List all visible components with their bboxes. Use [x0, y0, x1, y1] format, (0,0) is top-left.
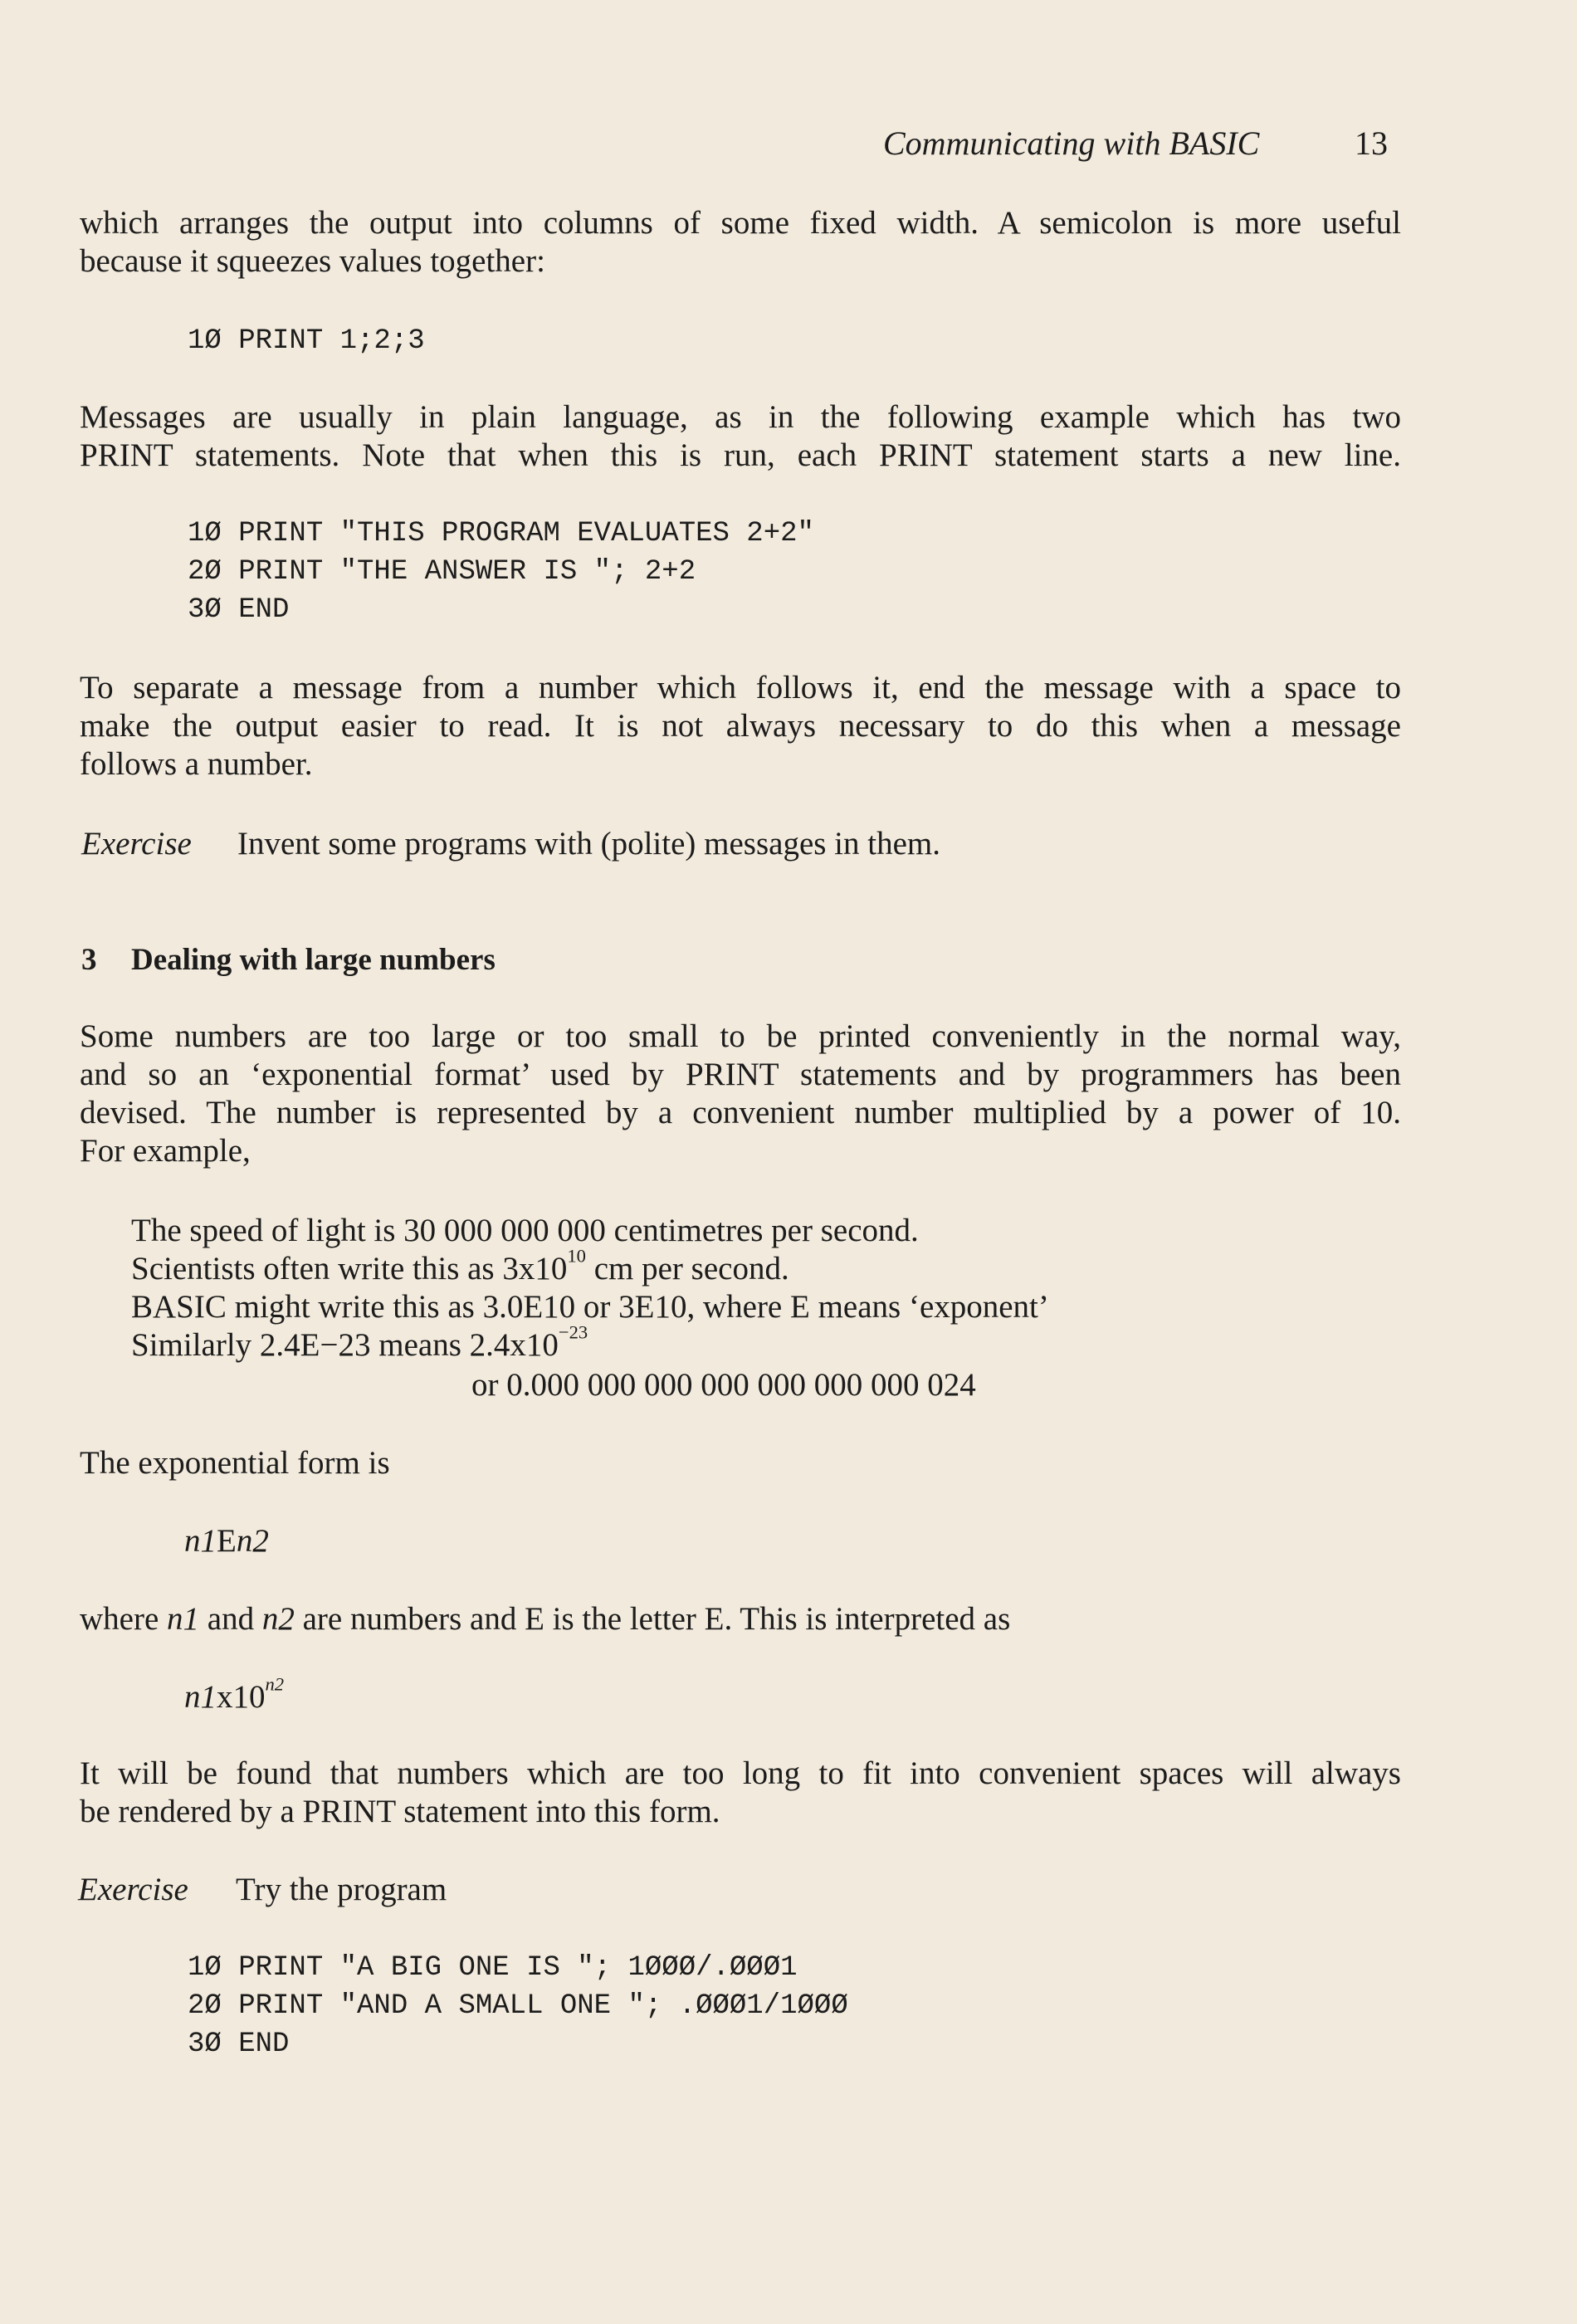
- paragraph-line: PRINT statements. Note that when this is run, each PRINT statement starts a new line.: [80, 437, 1401, 473]
- paragraph-line: which arranges the output into columns of some fixed width. A semicolon is more useful: [80, 205, 1401, 241]
- superscript: n2: [265, 1673, 285, 1695]
- paragraph-line: Some numbers are too large or too small to be printed conveniently in the normal way,: [80, 1018, 1401, 1054]
- paragraph-line: follows a number.: [80, 746, 313, 782]
- example-line: Scientists often write this as $3x10^{10}$ cm per second.: [131, 1245, 789, 1286]
- paragraph-line: be rendered by a PRINT statement into this form.: [80, 1794, 720, 1829]
- paragraph-form: The exponential form is: [80, 1445, 390, 1481]
- section-number: 3: [81, 943, 97, 977]
- paragraph-line: because it squeezes values together:: [80, 243, 545, 279]
- paragraph-line: To separate a message from a number which follows it, end the message with a space to: [80, 670, 1401, 706]
- section-title: Dealing with large numbers: [131, 943, 496, 977]
- code-line: 3Ø END: [188, 2029, 290, 2060]
- paragraph-separate: [80, 669, 1401, 784]
- paragraph-line: make the output easier to read. It is not always necessary to do this when a message: [80, 708, 1401, 744]
- superscript: 10: [567, 1245, 586, 1267]
- paragraph-line: and so an ‘exponential format’ used by PRINT statements and by programmers has been: [80, 1057, 1401, 1092]
- example-line: The speed of light is 30 000 000 000 centimetres per second.: [131, 1213, 919, 1248]
- code-line: 1Ø PRINT "THIS PROGRAM EVALUATES 2+2": [188, 518, 814, 549]
- formula-interpretation: $n1x10^{n2}$: [184, 1673, 285, 1715]
- code-line: 3Ø END: [188, 594, 290, 626]
- paragraph-exponential: [80, 1018, 1401, 1170]
- exercise-label: Exercise: [78, 1872, 188, 1907]
- paragraph-intro: [80, 204, 1401, 281]
- paragraph-line: It will be found that numbers which are too long to fit into convenient spaces will always: [80, 1755, 1401, 1791]
- running-header-title: Communicating with BASIC: [883, 124, 1260, 162]
- code-line: 2Ø PRINT "AND A SMALL ONE "; .ØØØ1/1ØØØ: [188, 1990, 848, 2022]
- exercise-text: Try the program: [236, 1872, 447, 1907]
- page-number: 13: [1355, 124, 1388, 162]
- superscript: −23: [558, 1321, 588, 1343]
- exercise-label: Exercise: [81, 826, 192, 862]
- example-line: or 0.000 000 000 000 000 000 000 024: [471, 1367, 976, 1403]
- example-line: BASIC might write this as 3.0E10 or 3E10, where E means ‘exponent’: [131, 1289, 1049, 1325]
- paragraph-line: Messages are usually in plain language, as in the following example which has two: [80, 399, 1401, 435]
- paragraph-where: where n1 and n2 are numbers and E is the letter E. This is interpreted as: [80, 1601, 1011, 1637]
- code-line: 1Ø PRINT 1;2;3: [188, 325, 425, 357]
- formula-exponential-form: n1En2: [184, 1523, 269, 1559]
- paragraph-messages: [80, 398, 1401, 475]
- paragraph-line: devised. The number is represented by a convenient number multiplied by a power of 10.: [80, 1095, 1401, 1130]
- example-line: Similarly 2.4E−23 means $2.4x10^{-23}$: [131, 1321, 588, 1363]
- paragraph-rendered: [80, 1755, 1401, 1831]
- exercise-text: Invent some programs with (polite) messages in them.: [237, 826, 940, 862]
- code-line: 2Ø PRINT "THE ANSWER IS "; 2+2: [188, 556, 696, 588]
- paragraph-line: For example,: [80, 1133, 251, 1169]
- code-line: 1Ø PRINT "A BIG ONE IS "; 1ØØØ/.ØØØ1: [188, 1952, 798, 1984]
